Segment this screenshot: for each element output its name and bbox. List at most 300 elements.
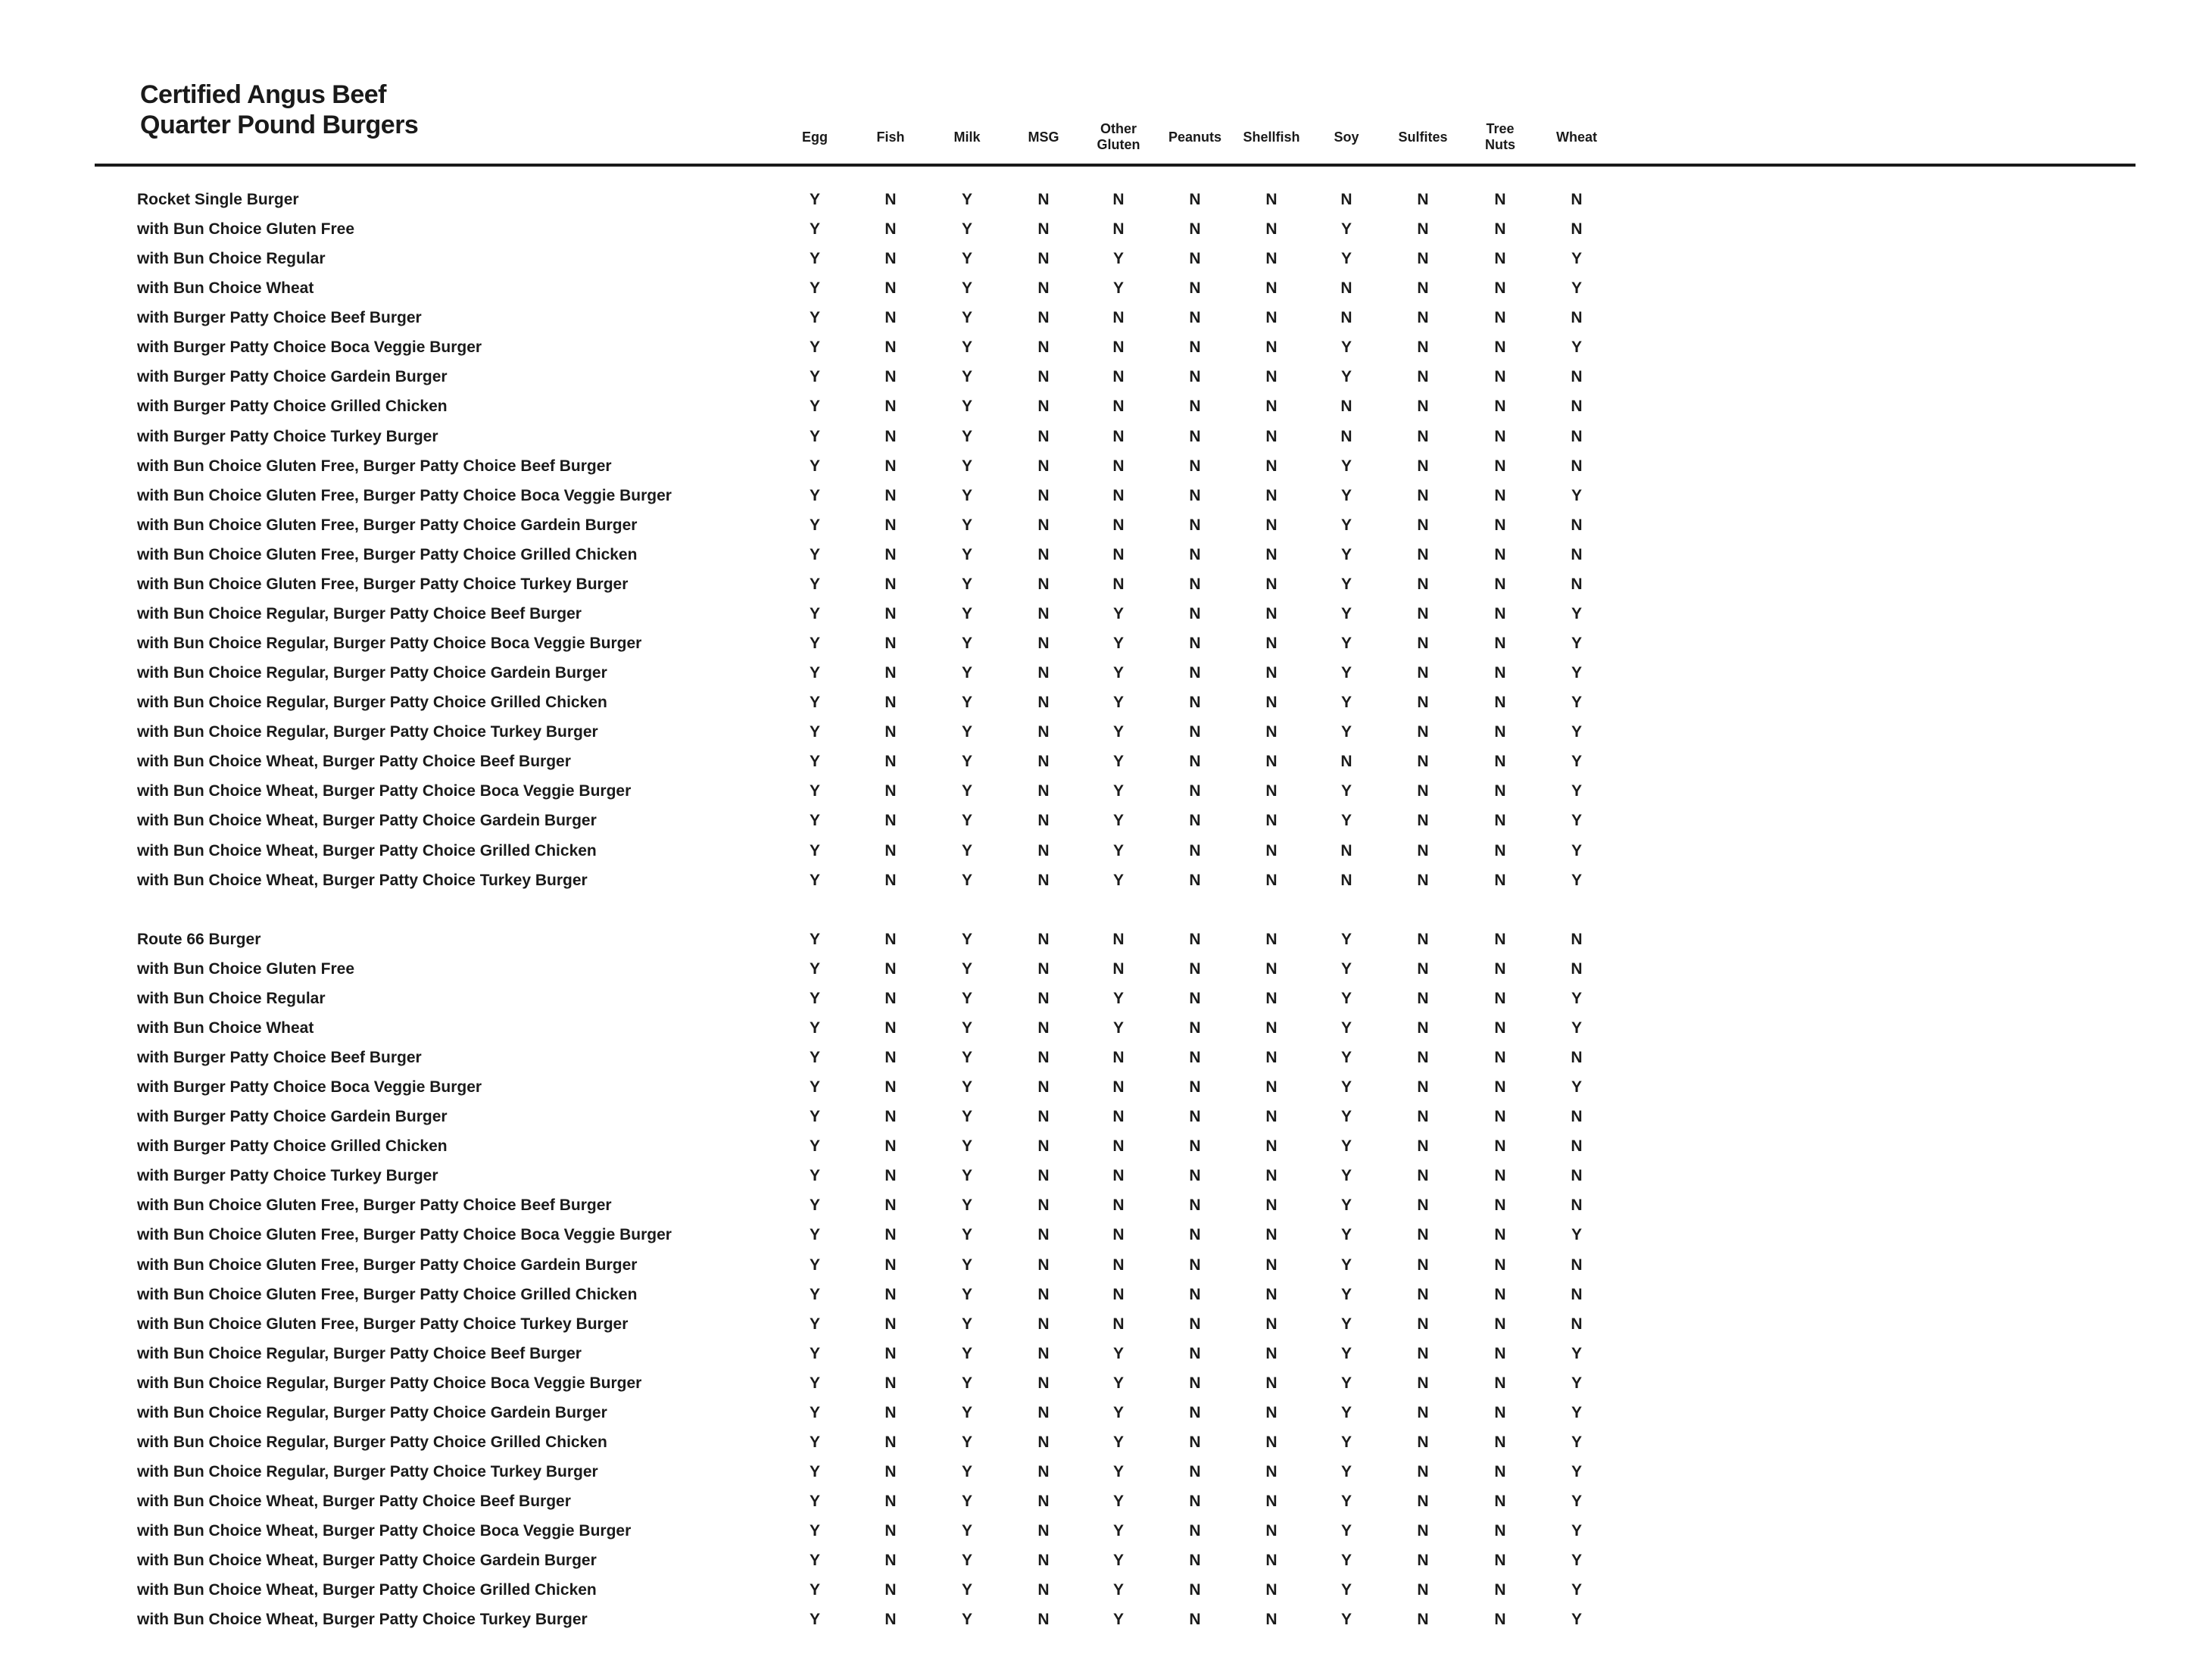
allergen-value: Y xyxy=(1340,989,1352,1007)
allergen-value: Y xyxy=(961,871,972,889)
allergen-value: N xyxy=(1571,575,1583,593)
allergen-value: N xyxy=(884,1493,897,1511)
allergen-value: Y xyxy=(809,664,820,682)
title-line-2: Quarter Pound Burgers xyxy=(140,111,419,139)
allergen-value: N xyxy=(1189,635,1201,653)
allergen-value: N xyxy=(1037,1611,1050,1629)
allergen-value: N xyxy=(1417,457,1429,475)
allergen-value: Y xyxy=(961,1196,972,1215)
allergen-value: N xyxy=(1189,1463,1201,1480)
item-name: with Burger Patty Choice Boca Veggie Burger xyxy=(137,339,482,357)
item-name: with Bun Choice Gluten Free xyxy=(137,959,355,978)
allergen-value: Y xyxy=(1340,250,1352,268)
allergen-value: Y xyxy=(809,1285,820,1303)
allergen-value: Y xyxy=(961,753,972,771)
option-row xyxy=(0,1250,2212,1280)
allergen-value: Y xyxy=(1571,1078,1582,1097)
allergen-value: N xyxy=(1189,1522,1201,1540)
allergen-value: Y xyxy=(961,1256,972,1274)
allergen-value: N xyxy=(1571,368,1583,386)
allergen-value: Y xyxy=(961,545,972,563)
allergen-value: Y xyxy=(1340,782,1352,800)
allergen-value: N xyxy=(1189,398,1201,416)
allergen-value: Y xyxy=(961,841,972,860)
allergen-value: N xyxy=(1265,1019,1278,1037)
allergen-value: N xyxy=(1265,250,1278,268)
allergen-value: N xyxy=(1037,1403,1050,1421)
allergen-value: N xyxy=(1265,664,1278,682)
allergen-value: Y xyxy=(961,339,972,357)
allergen-value: N xyxy=(884,339,897,357)
allergen-value: N xyxy=(1037,368,1050,386)
column-header xyxy=(1462,121,1538,153)
column-header xyxy=(1006,129,1081,145)
option-row xyxy=(0,1427,2212,1457)
option-row xyxy=(0,1102,2212,1131)
allergen-value: Y xyxy=(1112,871,1124,889)
allergen-value: N xyxy=(1494,1108,1506,1126)
allergen-value: Y xyxy=(809,1581,820,1599)
allergen-value: Y xyxy=(809,1049,820,1067)
allergen-value: N xyxy=(1571,1285,1583,1303)
allergen-value: N xyxy=(1037,1167,1050,1185)
allergen-value: Y xyxy=(961,1581,972,1599)
allergen-value: N xyxy=(1417,1493,1429,1511)
allergen-value: N xyxy=(1494,753,1506,771)
allergen-value: N xyxy=(1112,1167,1125,1185)
allergen-value: N xyxy=(1417,1078,1429,1097)
item-name: with Bun Choice Regular, Burger Patty Choice Turkey Burger xyxy=(137,1463,598,1480)
allergen-value: N xyxy=(1494,220,1506,239)
allergen-value: N xyxy=(1112,930,1125,948)
option-row xyxy=(0,1309,2212,1339)
allergen-value: N xyxy=(1494,812,1506,830)
item-name: with Bun Choice Wheat, Burger Patty Choice Turkey Burger xyxy=(137,1611,588,1629)
allergen-value: Y xyxy=(961,635,972,653)
item-name: with Bun Choice Gluten Free, Burger Patty Choice Grilled Chicken xyxy=(137,1285,638,1303)
allergen-value: N xyxy=(1112,1049,1125,1067)
allergen-value: Y xyxy=(961,1344,972,1362)
allergen-value: N xyxy=(1417,1374,1429,1392)
allergen-value: N xyxy=(1417,604,1429,622)
allergen-value: Y xyxy=(1571,279,1582,298)
option-row xyxy=(0,362,2212,392)
item-name: with Bun Choice Wheat xyxy=(137,1019,314,1037)
item-name: with Bun Choice Regular, Burger Patty Choice Grilled Chicken xyxy=(137,694,607,712)
allergen-value: N xyxy=(1265,1285,1278,1303)
allergen-value: Y xyxy=(1340,604,1352,622)
allergen-value: N xyxy=(1037,1256,1050,1274)
allergen-value: N xyxy=(884,871,897,889)
allergen-value: Y xyxy=(1340,930,1352,948)
allergen-value: Y xyxy=(809,1108,820,1126)
allergen-value: N xyxy=(1189,1137,1201,1156)
allergen-value: Y xyxy=(1340,635,1352,653)
allergen-value: N xyxy=(1265,1167,1278,1185)
allergen-value: N xyxy=(1494,1493,1506,1511)
allergen-value: N xyxy=(1037,457,1050,475)
allergen-value: Y xyxy=(961,782,972,800)
allergen-value: Y xyxy=(1112,1019,1124,1037)
allergen-value: Y xyxy=(1340,1108,1352,1126)
allergen-value: N xyxy=(884,1108,897,1126)
allergen-value: N xyxy=(1494,1226,1506,1244)
item-name: with Bun Choice Wheat, Burger Patty Choice Grilled Chicken xyxy=(137,1581,597,1599)
allergen-value: N xyxy=(884,812,897,830)
column-header xyxy=(1385,129,1461,145)
allergen-value: Y xyxy=(809,1374,820,1392)
allergen-value: N xyxy=(1571,1196,1583,1215)
allergen-value: N xyxy=(884,1581,897,1599)
option-row xyxy=(0,1339,2212,1368)
allergen-value: Y xyxy=(1112,1611,1124,1629)
allergen-value: Y xyxy=(1571,1581,1582,1599)
column-header-line: Nuts xyxy=(1485,137,1515,152)
allergen-value: N xyxy=(1189,1167,1201,1185)
column-header xyxy=(1539,129,1615,145)
allergen-value: Y xyxy=(809,871,820,889)
allergen-value: N xyxy=(1494,486,1506,504)
allergen-value: N xyxy=(1037,575,1050,593)
item-name: with Bun Choice Regular, Burger Patty Choice Boca Veggie Burger xyxy=(137,635,642,653)
allergen-value: N xyxy=(1265,516,1278,534)
allergen-value: N xyxy=(884,1344,897,1362)
allergen-value: Y xyxy=(961,723,972,741)
allergen-value: N xyxy=(1037,812,1050,830)
allergen-value: N xyxy=(1189,841,1201,860)
item-name: with Bun Choice Wheat, Burger Patty Choice Gardein Burger xyxy=(137,1552,597,1570)
allergen-value: N xyxy=(1417,1611,1429,1629)
column-header xyxy=(1234,129,1309,145)
allergen-value: N xyxy=(1265,1137,1278,1156)
allergen-value: Y xyxy=(1571,841,1582,860)
allergen-value: N xyxy=(1417,427,1429,445)
allergen-value: N xyxy=(1112,1226,1125,1244)
allergen-value: N xyxy=(1037,1581,1050,1599)
allergen-value: N xyxy=(1417,1256,1429,1274)
allergen-value: Y xyxy=(1112,250,1124,268)
allergen-value: N xyxy=(1494,1049,1506,1067)
item-name: with Bun Choice Regular, Burger Patty Choice Turkey Burger xyxy=(137,723,598,741)
allergen-value: N xyxy=(1494,309,1506,327)
allergen-value: N xyxy=(1189,220,1201,239)
allergen-value: N xyxy=(1417,1552,1429,1570)
option-row xyxy=(0,1516,2212,1546)
allergen-value: Y xyxy=(1340,1315,1352,1333)
option-row xyxy=(0,1575,2212,1605)
allergen-value: N xyxy=(1340,398,1352,416)
allergen-value: N xyxy=(1265,191,1278,208)
allergen-value: N xyxy=(1417,309,1429,327)
column-header-line: Soy xyxy=(1334,129,1359,145)
allergen-value: Y xyxy=(1340,1344,1352,1362)
allergen-value: Y xyxy=(1112,1581,1124,1599)
allergen-value: N xyxy=(1340,427,1352,445)
allergen-value: N xyxy=(884,279,897,298)
allergen-value: Y xyxy=(961,1226,972,1244)
allergen-value: N xyxy=(1494,1403,1506,1421)
allergen-value: N xyxy=(1417,989,1429,1007)
allergen-value: Y xyxy=(1571,1433,1582,1451)
option-row xyxy=(0,1280,2212,1309)
item-name: with Bun Choice Regular, Burger Patty Choice Boca Veggie Burger xyxy=(137,1374,642,1392)
allergen-value: N xyxy=(1037,1226,1050,1244)
option-row xyxy=(0,658,2212,688)
allergen-value: N xyxy=(1417,1344,1429,1362)
allergen-value: Y xyxy=(961,398,972,416)
allergen-value: N xyxy=(1265,1493,1278,1511)
allergen-value: N xyxy=(1417,635,1429,653)
option-row xyxy=(0,1131,2212,1161)
allergen-value: N xyxy=(1037,1552,1050,1570)
allergen-value: Y xyxy=(809,1167,820,1185)
allergen-value: N xyxy=(1494,723,1506,741)
allergen-value: N xyxy=(1265,930,1278,948)
item-name: Rocket Single Burger xyxy=(137,191,299,208)
option-row xyxy=(0,1043,2212,1072)
item-name: with Bun Choice Gluten Free, Burger Patty Choice Boca Veggie Burger xyxy=(137,1226,672,1244)
allergen-value: Y xyxy=(809,427,820,445)
allergen-value: N xyxy=(1189,812,1201,830)
allergen-value: Y xyxy=(809,1137,820,1156)
allergen-value: Y xyxy=(1571,1226,1582,1244)
allergen-value: Y xyxy=(1112,664,1124,682)
allergen-value: N xyxy=(1037,279,1050,298)
allergen-value: N xyxy=(1494,191,1506,208)
allergen-value: N xyxy=(1265,1581,1278,1599)
allergen-value: N xyxy=(1494,1285,1506,1303)
allergen-value: N xyxy=(1037,1315,1050,1333)
allergen-value: N xyxy=(884,694,897,712)
allergen-value: N xyxy=(1494,1552,1506,1570)
allergen-value: N xyxy=(1265,427,1278,445)
option-row xyxy=(0,481,2212,510)
allergen-value: Y xyxy=(809,959,820,978)
column-header xyxy=(777,129,853,145)
allergen-value: N xyxy=(1417,1108,1429,1126)
allergen-value: Y xyxy=(961,1433,972,1451)
allergen-value: N xyxy=(1494,1611,1506,1629)
allergen-value: N xyxy=(1037,604,1050,622)
allergen-value: N xyxy=(884,1019,897,1037)
allergen-value: N xyxy=(1494,1522,1506,1540)
allergen-value: N xyxy=(1265,220,1278,239)
allergen-value: N xyxy=(1189,309,1201,327)
item-name: with Bun Choice Wheat, Burger Patty Choice Grilled Chicken xyxy=(137,841,597,860)
item-name: with Burger Patty Choice Beef Burger xyxy=(137,309,422,327)
column-header-line: Egg xyxy=(802,129,828,145)
allergen-value: Y xyxy=(961,1315,972,1333)
item-name: with Bun Choice Wheat xyxy=(137,279,314,298)
allergen-value: N xyxy=(1494,1344,1506,1362)
allergen-value: N xyxy=(1037,694,1050,712)
allergen-value: N xyxy=(1037,516,1050,534)
allergen-value: Y xyxy=(1571,1019,1582,1037)
item-name: with Bun Choice Wheat, Burger Patty Choice Turkey Burger xyxy=(137,871,588,889)
allergen-value: Y xyxy=(1340,723,1352,741)
allergen-value: Y xyxy=(961,516,972,534)
option-row xyxy=(0,569,2212,599)
allergen-value: N xyxy=(1265,1344,1278,1362)
allergen-value: Y xyxy=(1340,339,1352,357)
allergen-value: Y xyxy=(961,1049,972,1067)
option-row xyxy=(0,451,2212,481)
allergen-value: Y xyxy=(1112,1552,1124,1570)
allergen-value: N xyxy=(1037,782,1050,800)
allergen-value: Y xyxy=(809,1078,820,1097)
allergen-value: Y xyxy=(809,694,820,712)
allergen-value: N xyxy=(1265,1049,1278,1067)
allergen-value: Y xyxy=(1571,1344,1582,1362)
allergen-value: Y xyxy=(809,279,820,298)
column-header-line: Wheat xyxy=(1556,129,1597,145)
allergen-value: N xyxy=(1265,1226,1278,1244)
allergen-value: N xyxy=(884,398,897,416)
allergen-value: N xyxy=(1037,545,1050,563)
allergen-value: N xyxy=(884,1433,897,1451)
allergen-value: Y xyxy=(809,1019,820,1037)
allergen-value: Y xyxy=(961,1611,972,1629)
item-name: Route 66 Burger xyxy=(137,930,261,948)
allergen-value: N xyxy=(1494,989,1506,1007)
allergen-value: N xyxy=(1494,930,1506,948)
allergen-value: N xyxy=(1417,1226,1429,1244)
option-row xyxy=(0,1457,2212,1487)
allergen-value: Y xyxy=(1112,1522,1124,1540)
allergen-value: N xyxy=(1112,457,1125,475)
allergen-value: N xyxy=(1189,664,1201,682)
item-name: with Bun Choice Wheat, Burger Patty Choice Beef Burger xyxy=(137,1493,571,1511)
allergen-value: N xyxy=(1189,871,1201,889)
allergen-value: N xyxy=(1494,398,1506,416)
allergen-value: Y xyxy=(1340,664,1352,682)
allergen-value: N xyxy=(1494,368,1506,386)
allergen-value: N xyxy=(884,220,897,239)
item-name: with Bun Choice Regular xyxy=(137,250,326,268)
allergen-value: Y xyxy=(1340,1049,1352,1067)
allergen-value: N xyxy=(1112,309,1125,327)
allergen-value: N xyxy=(1189,723,1201,741)
allergen-value: N xyxy=(884,368,897,386)
allergen-value: N xyxy=(1037,1049,1050,1067)
allergen-value: Y xyxy=(961,1167,972,1185)
allergen-value: N xyxy=(1417,486,1429,504)
menu-item-row xyxy=(0,925,2212,954)
allergen-value: Y xyxy=(809,486,820,504)
allergen-value: Y xyxy=(961,694,972,712)
option-row xyxy=(0,1190,2212,1220)
option-row xyxy=(0,1546,2212,1575)
allergen-value: N xyxy=(1417,1196,1429,1215)
allergen-value: N xyxy=(1189,457,1201,475)
allergen-value: N xyxy=(1417,339,1429,357)
allergen-value: N xyxy=(1037,1433,1050,1451)
allergen-value: Y xyxy=(809,1315,820,1333)
allergen-value: N xyxy=(1571,309,1583,327)
option-row xyxy=(0,392,2212,421)
allergen-value: N xyxy=(1494,1315,1506,1333)
allergen-value: N xyxy=(1265,368,1278,386)
allergen-value: N xyxy=(1494,516,1506,534)
allergen-value: Y xyxy=(809,1256,820,1274)
allergen-value: N xyxy=(1265,1256,1278,1274)
allergen-value: N xyxy=(1571,516,1583,534)
allergen-value: Y xyxy=(809,1433,820,1451)
allergen-value: N xyxy=(1494,1019,1506,1037)
allergen-value: N xyxy=(1494,427,1506,445)
allergen-value: N xyxy=(1037,841,1050,860)
allergen-value: N xyxy=(1571,1315,1583,1333)
allergen-value: N xyxy=(1037,486,1050,504)
item-name: with Bun Choice Wheat, Burger Patty Choice Boca Veggie Burger xyxy=(137,782,632,800)
allergen-value: N xyxy=(1112,959,1125,978)
option-row xyxy=(0,273,2212,303)
allergen-value: N xyxy=(1189,930,1201,948)
option-row xyxy=(0,717,2212,747)
allergen-value: Y xyxy=(809,457,820,475)
allergen-value: Y xyxy=(1571,1493,1582,1511)
allergen-value: N xyxy=(1571,1256,1583,1274)
allergen-value: Y xyxy=(809,930,820,948)
allergen-value: Y xyxy=(809,1344,820,1362)
allergen-value: N xyxy=(1265,1611,1278,1629)
allergen-value: N xyxy=(1571,1137,1583,1156)
allergen-value: N xyxy=(1037,1374,1050,1392)
allergen-value: N xyxy=(1340,191,1352,208)
allergen-value: N xyxy=(884,604,897,622)
allergen-value: Y xyxy=(1340,1611,1352,1629)
allergen-value: N xyxy=(1037,1137,1050,1156)
allergen-value: N xyxy=(1417,279,1429,298)
column-header-line: Other xyxy=(1100,121,1137,136)
allergen-value: N xyxy=(1417,930,1429,948)
allergen-value: Y xyxy=(1340,220,1352,239)
option-row xyxy=(0,1487,2212,1516)
allergen-value: N xyxy=(1265,812,1278,830)
allergen-value: N xyxy=(1112,1315,1125,1333)
allergen-value: N xyxy=(1265,782,1278,800)
allergen-value: N xyxy=(1417,812,1429,830)
allergen-value: Y xyxy=(809,516,820,534)
item-name: with Bun Choice Regular, Burger Patty Choice Grilled Chicken xyxy=(137,1433,607,1451)
allergen-value: N xyxy=(1417,398,1429,416)
allergen-value: N xyxy=(1265,841,1278,860)
allergen-value: Y xyxy=(1340,1374,1352,1392)
allergen-value: N xyxy=(884,930,897,948)
allergen-value: N xyxy=(1189,339,1201,357)
allergen-value: N xyxy=(1265,1108,1278,1126)
allergen-value: N xyxy=(884,782,897,800)
allergen-value: N xyxy=(1037,1196,1050,1215)
allergen-value: Y xyxy=(1571,1374,1582,1392)
column-header-line: Peanuts xyxy=(1168,129,1222,145)
allergen-value: N xyxy=(1265,1403,1278,1421)
allergen-value: N xyxy=(1112,398,1125,416)
allergen-value: N xyxy=(1112,1285,1125,1303)
allergen-value: N xyxy=(1189,1049,1201,1067)
option-row xyxy=(0,629,2212,658)
allergen-value: N xyxy=(1494,457,1506,475)
allergen-value: N xyxy=(884,635,897,653)
allergen-value: N xyxy=(1189,1344,1201,1362)
allergen-value: Y xyxy=(809,723,820,741)
allergen-value: Y xyxy=(1112,1463,1124,1480)
allergen-value: Y xyxy=(1112,723,1124,741)
allergen-value: N xyxy=(1265,309,1278,327)
allergen-value: N xyxy=(1417,516,1429,534)
allergen-value: N xyxy=(1417,959,1429,978)
allergen-value: N xyxy=(1189,782,1201,800)
